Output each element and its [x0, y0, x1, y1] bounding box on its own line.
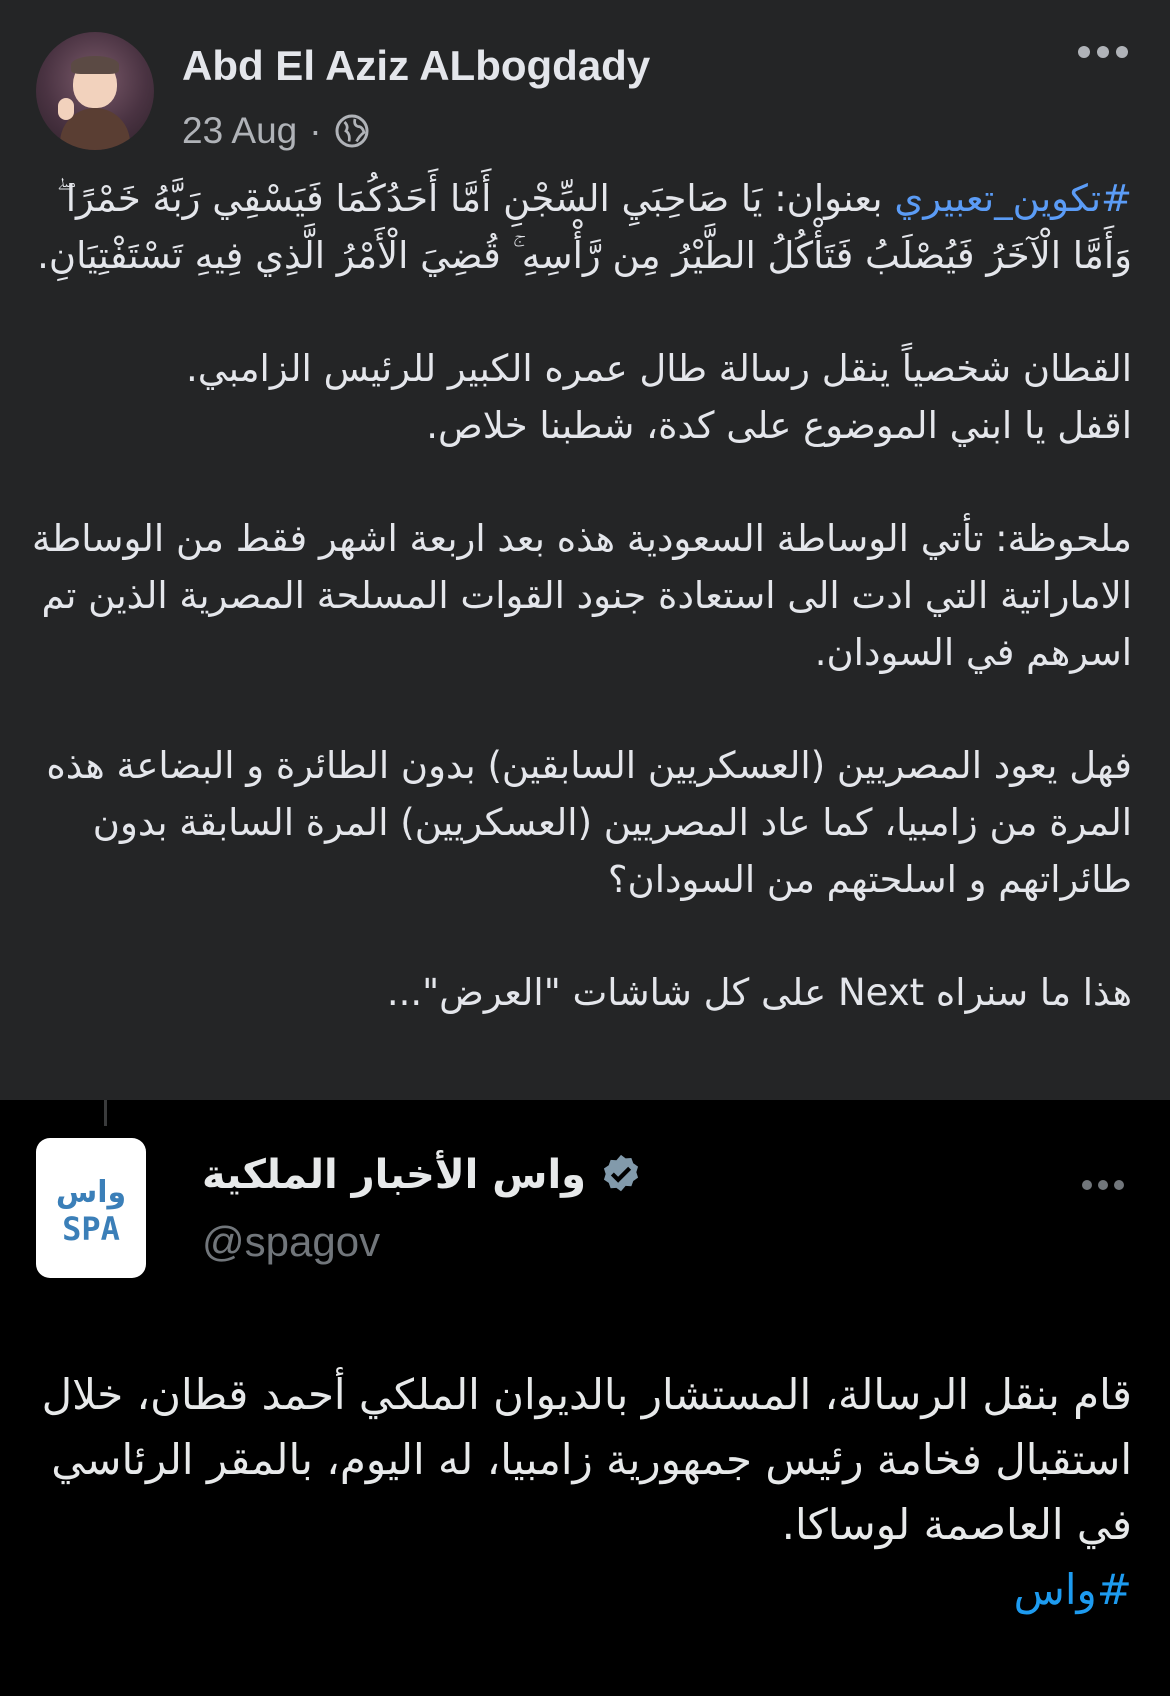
post-paragraph-2: القطان شخصياً ينقل رسالة طال عمره الكبير للرئيس الزامبي. اقفل يا ابني الموضوع على كدة، شطبنا خلاص. [185, 347, 1132, 447]
embedded-tweet[interactable] [0, 1100, 1170, 1696]
author-avatar[interactable] [36, 32, 154, 150]
post-body [32, 170, 1132, 1077]
svg-text:واس: واس [55, 1175, 127, 1210]
post-paragraph-5: هذا ما سنراه Next على كل شاشات "العرض"... [386, 971, 1132, 1014]
tweet-account-name[interactable]: واس الأخبار الملكية [202, 1152, 587, 1198]
post-hashtag[interactable]: #تكوين_تعبيري [894, 177, 1132, 220]
svg-text:SPA: SPA [62, 1210, 120, 1248]
post-paragraph-1 [32, 170, 1132, 284]
meta-separator: · [309, 110, 322, 151]
post-more-button[interactable] [1078, 46, 1128, 58]
post-paragraph-3: ملحوظة: تأتي الوساطة السعودية هذه بعد اربعة اشهر فقط من الوساطة الاماراتية التي ادت الى استعادة جنود القوات المسلحة المصرية الذين تم اسرهم في السودان. [31, 517, 1132, 674]
tweet-text: قام بنقل الرسالة، المستشار بالديوان الملكي أحمد قطان، خلال استقبال فخامة رئيس جمهورية زامبيا، له اليوم، بالمقر الرئاسي في العاصمة لوساكا. [41, 1370, 1132, 1549]
post-date[interactable]: 23 Aug [182, 110, 298, 151]
tweet-handle[interactable]: @spagov [202, 1218, 381, 1265]
tweet-more-button[interactable] [1082, 1180, 1124, 1190]
ellipsis-icon [1082, 1180, 1092, 1190]
spa-logo-avatar[interactable] [36, 1138, 146, 1278]
verified-badge-icon [598, 1152, 644, 1198]
tweet-name-row [202, 1152, 644, 1198]
author-name[interactable]: Abd El Aziz ALbogdady [182, 42, 651, 89]
post-paragraph-text: بعنوان: يَا صَاحِبَيِ السِّجْنِ أَمَّا أَحَدُكُمَا فَيَسْقِي رَبَّهُ خَمْرًا ۖ وَأَمَّا الْآخَرُ فَيُصْلَبُ فَتَأْكُلُ الطَّيْرُ مِن رَّأْسِهِ ۚ قُضِيَ الْأَمْرُ الَّذِي فِيهِ تَسْتَفْتِيَانِ. [37, 177, 1132, 277]
globe-icon[interactable] [334, 113, 370, 149]
ellipsis-icon [1078, 46, 1090, 58]
thread-line [104, 1100, 107, 1126]
tweet-hashtag[interactable]: #واس [1013, 1565, 1132, 1614]
avatar-hand [58, 98, 74, 120]
avatar-hair [71, 56, 119, 74]
post-meta [182, 106, 370, 156]
tweet-body [32, 1362, 1132, 1622]
post-paragraph-4: فهل يعود المصريين (العسكريين السابقين) بدون الطائرة و البضاعة هذه المرة من زامبيا، كما عاد المصريين (العسكريين) المرة السابقة بدون طائراتهم و اسلحتهم من السودان؟ [46, 744, 1132, 901]
spa-logo-icon [43, 1168, 139, 1248]
